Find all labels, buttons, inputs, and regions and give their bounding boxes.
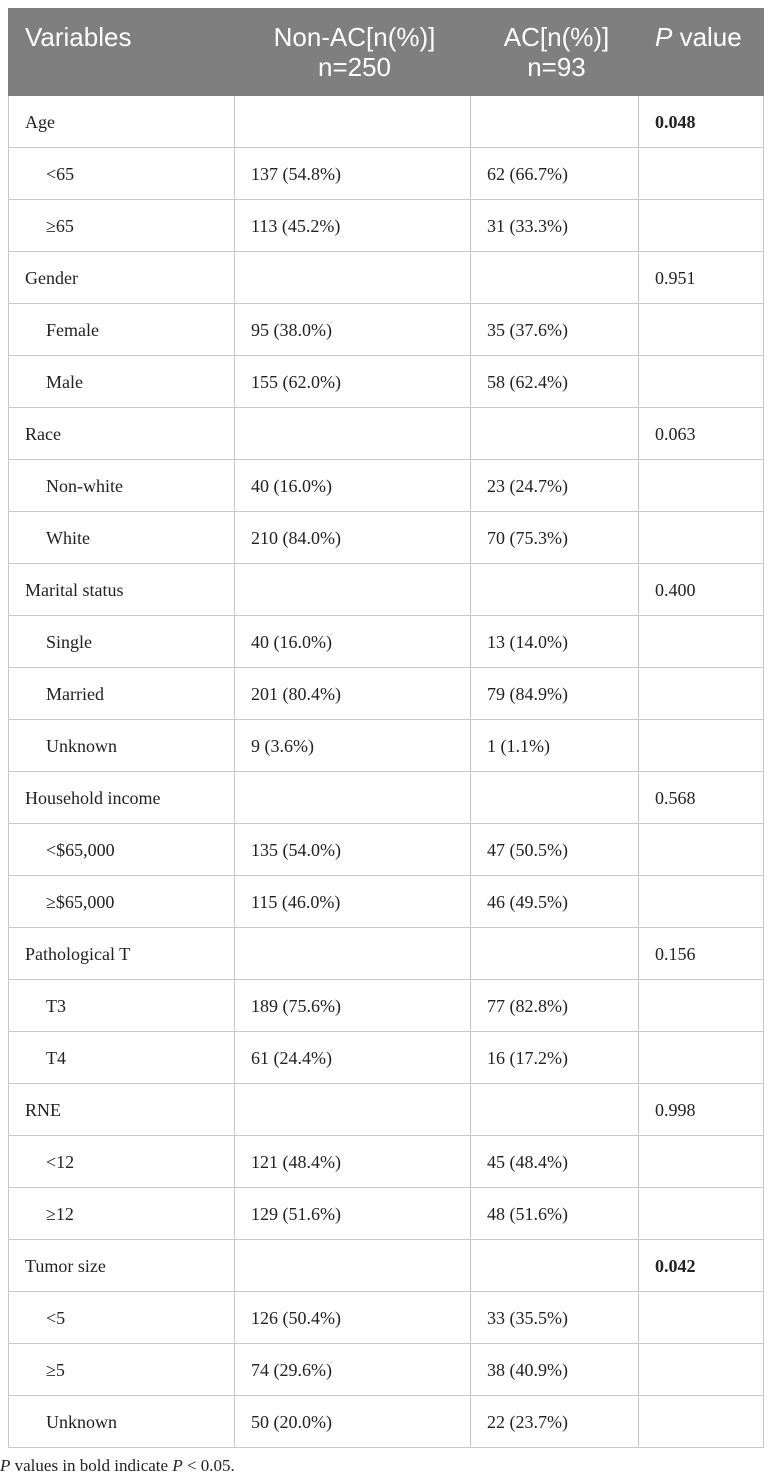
table-row-subcategory [9, 460, 764, 512]
cell-variable: <65 [9, 148, 235, 200]
cell-variable: Unknown [9, 720, 235, 772]
header-p-rest: value [672, 22, 742, 52]
table-row-subcategory [9, 876, 764, 928]
header-ac-count: n=93 [527, 52, 586, 82]
cell-non-ac: 189 (75.6%) [235, 980, 471, 1032]
cell-p-value [639, 720, 764, 772]
cell-ac: 79 (84.9%) [471, 668, 639, 720]
cell-variable: White [9, 512, 235, 564]
cell-non-ac: 137 (54.8%) [235, 148, 471, 200]
cell-ac: 22 (23.7%) [471, 1396, 639, 1448]
header-ac [471, 9, 639, 96]
cell-p-value [639, 1032, 764, 1084]
cell-ac: 31 (33.3%) [471, 200, 639, 252]
cell-non-ac [235, 772, 471, 824]
cell-variable: Race [9, 408, 235, 460]
cell-variable: <5 [9, 1292, 235, 1344]
cell-non-ac: 9 (3.6%) [235, 720, 471, 772]
cell-p-value [639, 616, 764, 668]
cell-ac: 47 (50.5%) [471, 824, 639, 876]
cell-p-value [639, 512, 764, 564]
table-body [9, 96, 764, 1448]
cell-variable: ≥12 [9, 1188, 235, 1240]
table-row-category [9, 564, 764, 616]
cell-non-ac [235, 564, 471, 616]
cell-variable: T3 [9, 980, 235, 1032]
cell-p-value [639, 1396, 764, 1448]
cell-ac: 70 (75.3%) [471, 512, 639, 564]
cell-ac: 35 (37.6%) [471, 304, 639, 356]
table-row-subcategory [9, 1032, 764, 1084]
cell-non-ac: 61 (24.4%) [235, 1032, 471, 1084]
cell-variable: Pathological T [9, 928, 235, 980]
cell-variable: Household income [9, 772, 235, 824]
cell-p-value: 0.951 [639, 252, 764, 304]
table-row-subcategory [9, 824, 764, 876]
table-row-category [9, 408, 764, 460]
footnote-p-letter-1: P [0, 1456, 11, 1475]
cell-p-value [639, 824, 764, 876]
cell-non-ac: 50 (20.0%) [235, 1396, 471, 1448]
cell-non-ac: 201 (80.4%) [235, 668, 471, 720]
cell-ac [471, 408, 639, 460]
table-row-subcategory [9, 980, 764, 1032]
cell-non-ac: 129 (51.6%) [235, 1188, 471, 1240]
cell-non-ac: 210 (84.0%) [235, 512, 471, 564]
cell-ac [471, 96, 639, 148]
cell-non-ac [235, 928, 471, 980]
cell-non-ac: 113 (45.2%) [235, 200, 471, 252]
cell-variable: ≥5 [9, 1344, 235, 1396]
cell-ac: 58 (62.4%) [471, 356, 639, 408]
cell-variable: Gender [9, 252, 235, 304]
baseline-characteristics-table [8, 8, 764, 1448]
cell-p-value [639, 876, 764, 928]
cell-ac: 46 (49.5%) [471, 876, 639, 928]
cell-p-value [639, 356, 764, 408]
table-row-subcategory [9, 1292, 764, 1344]
cell-variable: RNE [9, 1084, 235, 1136]
cell-ac [471, 564, 639, 616]
table-row-category [9, 1240, 764, 1292]
table-row-category [9, 772, 764, 824]
cell-ac [471, 928, 639, 980]
table-row-subcategory [9, 1396, 764, 1448]
table-row-subcategory [9, 512, 764, 564]
header-p-value [639, 9, 764, 96]
cell-non-ac [235, 408, 471, 460]
cell-non-ac: 135 (54.0%) [235, 824, 471, 876]
table-row-subcategory [9, 148, 764, 200]
cell-variable: Non-white [9, 460, 235, 512]
cell-p-value [639, 980, 764, 1032]
cell-variable: <12 [9, 1136, 235, 1188]
table-row-category [9, 928, 764, 980]
cell-variable: Married [9, 668, 235, 720]
header-non-ac-count: n=250 [317, 52, 392, 82]
table-row-subcategory [9, 200, 764, 252]
cell-non-ac [235, 252, 471, 304]
cell-ac [471, 772, 639, 824]
cell-p-value: 0.998 [639, 1084, 764, 1136]
cell-ac: 48 (51.6%) [471, 1188, 639, 1240]
cell-p-value [639, 1292, 764, 1344]
cell-variable: <$65,000 [9, 824, 235, 876]
cell-non-ac: 115 (46.0%) [235, 876, 471, 928]
cell-ac: 16 (17.2%) [471, 1032, 639, 1084]
footnote-p-letter-2: P [172, 1456, 183, 1475]
cell-ac: 62 (66.7%) [471, 148, 639, 200]
cell-ac: 77 (82.8%) [471, 980, 639, 1032]
header-ac-label: AC[n(%)] [503, 22, 610, 52]
header-non-ac [235, 9, 471, 96]
cell-p-value: 0.400 [639, 564, 764, 616]
table-header [9, 9, 764, 96]
cell-non-ac: 155 (62.0%) [235, 356, 471, 408]
cell-variable: Tumor size [9, 1240, 235, 1292]
cell-p-value [639, 1136, 764, 1188]
table-row-category [9, 252, 764, 304]
cell-ac: 33 (35.5%) [471, 1292, 639, 1344]
cell-non-ac [235, 96, 471, 148]
cell-p-value [639, 148, 764, 200]
table-row-subcategory [9, 616, 764, 668]
cell-ac: 45 (48.4%) [471, 1136, 639, 1188]
cell-p-value [639, 668, 764, 720]
cell-variable: ≥$65,000 [9, 876, 235, 928]
cell-non-ac: 95 (38.0%) [235, 304, 471, 356]
cell-p-value [639, 1344, 764, 1396]
cell-ac [471, 1084, 639, 1136]
cell-variable: Female [9, 304, 235, 356]
table-row-category [9, 1084, 764, 1136]
footnote-text-2: < 0.05. [182, 1456, 235, 1475]
footnote [0, 1456, 235, 1476]
cell-non-ac [235, 1240, 471, 1292]
cell-variable: Male [9, 356, 235, 408]
cell-p-value [639, 460, 764, 512]
cell-p-value [639, 1188, 764, 1240]
cell-non-ac: 126 (50.4%) [235, 1292, 471, 1344]
cell-ac [471, 252, 639, 304]
cell-variable: ≥65 [9, 200, 235, 252]
cell-variable: T4 [9, 1032, 235, 1084]
cell-variable: Age [9, 96, 235, 148]
table-row-subcategory [9, 668, 764, 720]
cell-p-value: 0.048 [639, 96, 764, 148]
cell-non-ac: 40 (16.0%) [235, 616, 471, 668]
cell-non-ac: 74 (29.6%) [235, 1344, 471, 1396]
table-row-subcategory [9, 356, 764, 408]
cell-variable: Single [9, 616, 235, 668]
cell-p-value [639, 200, 764, 252]
header-non-ac-label: Non-AC[n(%)] [273, 22, 436, 52]
cell-non-ac: 40 (16.0%) [235, 460, 471, 512]
table-row-category [9, 96, 764, 148]
cell-p-value: 0.063 [639, 408, 764, 460]
table-row-subcategory [9, 720, 764, 772]
cell-ac: 1 (1.1%) [471, 720, 639, 772]
cell-variable: Unknown [9, 1396, 235, 1448]
cell-p-value: 0.568 [639, 772, 764, 824]
cell-p-value: 0.042 [639, 1240, 764, 1292]
cell-p-value [639, 304, 764, 356]
cell-ac: 38 (40.9%) [471, 1344, 639, 1396]
cell-ac [471, 1240, 639, 1292]
cell-ac: 13 (14.0%) [471, 616, 639, 668]
cell-non-ac [235, 1084, 471, 1136]
table-row-subcategory [9, 304, 764, 356]
cell-p-value: 0.156 [639, 928, 764, 980]
table-row-subcategory [9, 1344, 764, 1396]
footnote-text-1: values in bold indicate [10, 1456, 173, 1475]
header-variables: Variables [9, 9, 235, 96]
table-row-subcategory [9, 1188, 764, 1240]
cell-ac: 23 (24.7%) [471, 460, 639, 512]
header-row [9, 9, 764, 96]
table-row-subcategory [9, 1136, 764, 1188]
cell-non-ac: 121 (48.4%) [235, 1136, 471, 1188]
header-p-letter: P [655, 22, 673, 52]
cell-variable: Marital status [9, 564, 235, 616]
